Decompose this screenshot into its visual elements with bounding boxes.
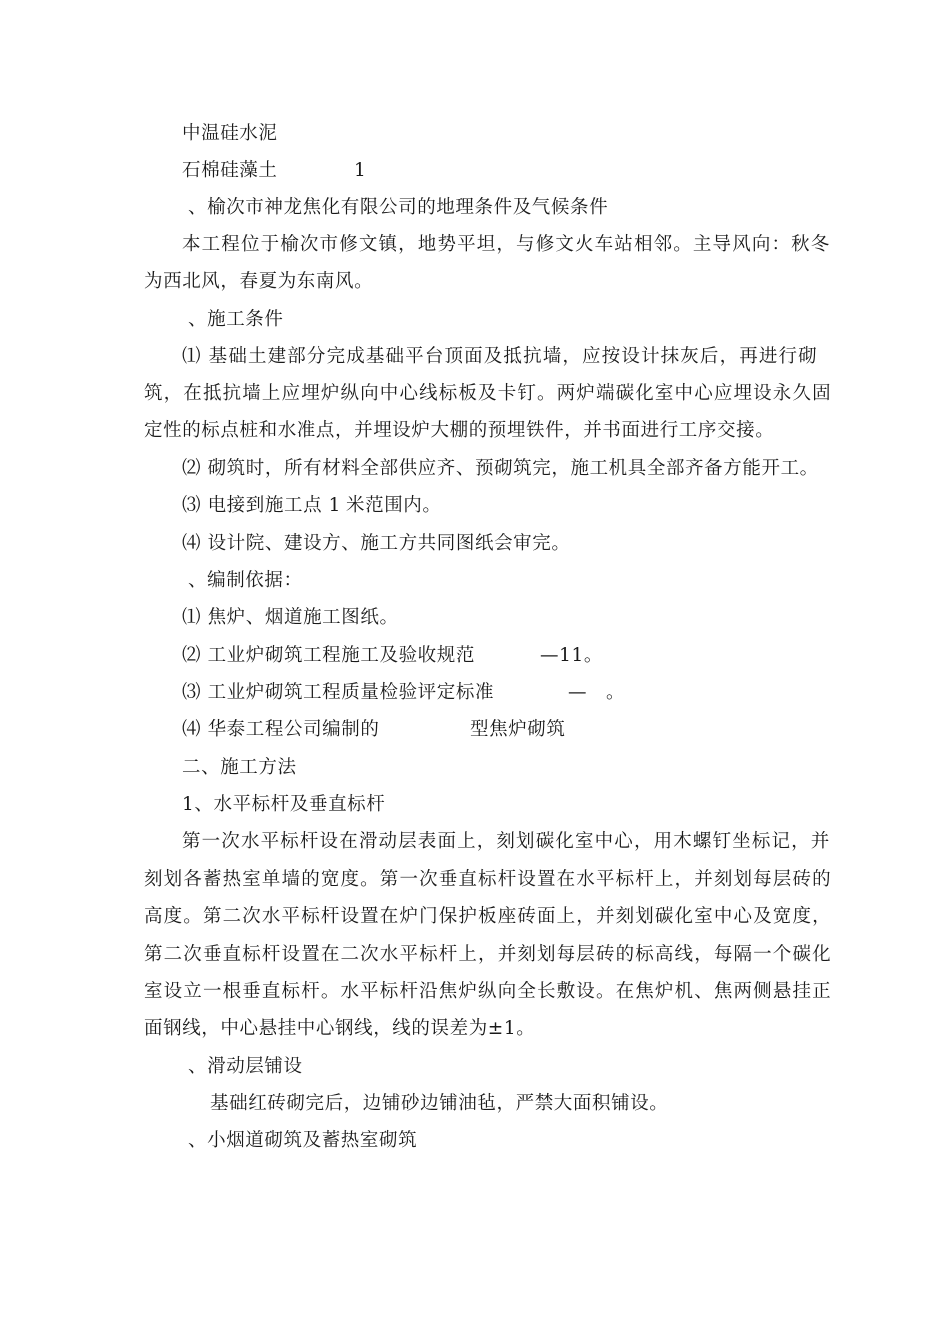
section-heading: 、小烟道砌筑及蓄热室砌筑 bbox=[188, 1130, 418, 1151]
text-line: 筑，在抵抗墙上应埋炉纵向中心线标板及卡钉。两炉端碳化室中心应埋设永久固 bbox=[144, 383, 832, 404]
text-line: ⑵ 工业炉砌筑工程施工及验收规范 bbox=[182, 645, 475, 666]
section-heading: 二、施工方法 bbox=[182, 757, 297, 778]
text-line: ⑷ 设计院、建设方、施工方共同图纸会审完。 bbox=[182, 533, 571, 554]
text-line: 中温硅水泥 bbox=[182, 123, 278, 144]
text-line: —11。 bbox=[540, 645, 603, 666]
section-heading: 1、水平标杆及垂直标杆 bbox=[182, 794, 386, 815]
text-line: 。 bbox=[606, 682, 626, 703]
text-line: 为西北风，春夏为东南风。 bbox=[144, 271, 374, 292]
section-heading: 、施工条件 bbox=[188, 309, 284, 330]
text-line: ⑶ 电接到施工点 1 bbox=[182, 495, 342, 516]
text-line: 石棉硅藻土 bbox=[182, 160, 278, 181]
text-line: 面钢线，中心悬挂中心钢线，线的误差为±1。 bbox=[144, 1018, 536, 1039]
text-line: 刻划各蓄热室单墙的宽度。第一次垂直标杆设置在水平标杆上，并刻划每层砖的 bbox=[144, 869, 832, 890]
text-line: 型焦炉砌筑 bbox=[470, 719, 566, 740]
section-heading: 、编制依据： bbox=[188, 570, 303, 591]
section-heading: 、榆次市神龙焦化有限公司的地理条件及气候条件 bbox=[188, 197, 609, 218]
text-line: 第二次垂直标杆设置在二次水平标杆上，并刻划每层砖的标高线，每隔一个碳化 bbox=[144, 944, 832, 965]
text-line: 室设立一根垂直标杆。水平标杆沿焦炉纵向全长敷设。在焦炉机、焦两侧悬挂正 bbox=[144, 981, 832, 1002]
text-line: 高度。第二次水平标杆设置在炉门保护板座砖面上，并刻划碳化室中心及宽度， bbox=[144, 906, 832, 927]
text-line: ⑴ 基础土建部分完成基础平台顶面及抵抗墙，应按设计抹灰后，再进行砌 bbox=[182, 346, 818, 367]
text-line: — bbox=[568, 682, 588, 703]
text-line: 第一次水平标杆设在滑动层表面上，刻划碳化室中心，用木螺钉坐标记，并 bbox=[182, 831, 831, 852]
text-line: 定性的标点桩和水准点，并埋设炉大棚的预埋铁件，并书面进行工序交接。 bbox=[144, 420, 775, 441]
section-heading: 、滑动层铺设 bbox=[188, 1056, 303, 1077]
text-line: 本工程位于榆次市修文镇，地势平坦，与修文火车站相邻。主导风向：秋冬 bbox=[182, 234, 831, 255]
text-line: 米范围内。 bbox=[346, 495, 442, 516]
text-line: ⑷ 华泰工程公司编制的 bbox=[182, 719, 380, 740]
text-line: 基础红砖砌完后，边铺砂边铺油毡，严禁大面积铺设。 bbox=[210, 1093, 669, 1114]
text-line: ⑴ 焦炉、烟道施工图纸。 bbox=[182, 607, 399, 628]
text-line: 1 bbox=[354, 160, 367, 181]
text-line: ⑵ 砌筑时，所有材料全部供应齐、预砌筑完，施工机具全部齐备方能开工。 bbox=[182, 458, 819, 479]
text-line: ⑶ 工业炉砌筑工程质量检验评定标准 bbox=[182, 682, 495, 703]
